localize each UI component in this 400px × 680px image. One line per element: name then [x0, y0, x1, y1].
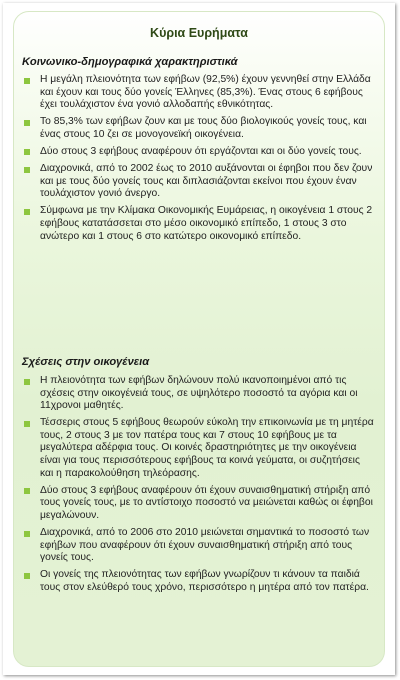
list-item: [22, 74, 374, 112]
list-item-text: Τέσσερις στους 5 εφήβους θεωρούν εύκολη την επικοινωνία με τη μητέρα τους, 2 στους 3 με τον πατέρα τους και 7 στους 10 εφήβους με τα μεγαλύτερα αδέρφια τους. Οι κοινές δραστηριότητες με την οικογένεια είναι για τους περισσότερους εφήβους τα κοινά γεύματα, οι συζητήσεις και η παρακολούθηση τηλεόρασης.: [40, 417, 374, 479]
list-item: [22, 146, 374, 159]
list-item-text: Διαχρονικά, από το 2006 στο 2010 μειώνεται σημαντικά το ποσοστό των εφήβων που αναφέρουν ότι έχουν συναισθηματική στήριξη από τους γονείς τους.: [40, 527, 370, 564]
family-relations-list: [22, 375, 374, 599]
bullet-icon: [24, 167, 30, 173]
bullet-icon: [24, 531, 30, 537]
bullet-icon: [24, 573, 30, 579]
list-item: [22, 163, 374, 201]
section-heading-family-relations: Σχέσεις στην οικογένεια: [22, 356, 150, 368]
section-heading-demographics: Κοινωνικο-δημογραφικά χαρακτηριστικά: [22, 56, 238, 68]
bullet-icon: [24, 78, 30, 84]
list-item: [22, 485, 374, 523]
bullet-icon: [24, 120, 30, 126]
list-item-text: Οι γονείς της πλειονότητας των εφήβων γνωρίζουν τι κάνουν τα παιδιά τους στον ελεύθερό τους χρόνο, περισσότερο η μητέρα από τον πατέρα.: [40, 569, 369, 593]
list-item-text: Η πλειονότητα των εφήβων δηλώνουν πολύ ικανοποιημένοι από τις σχέσεις στην οικογένειά τους, σε υψηλότερο ποσοστό τα αγόρια και οι 11χρονοι μαθητές.: [40, 375, 358, 412]
list-item: [22, 527, 374, 565]
bullet-icon: [24, 209, 30, 215]
list-item: [22, 205, 374, 243]
findings-card: [13, 11, 385, 667]
list-item-text: Δύο στους 3 εφήβους αναφέρουν ότι εργάζονται και οι δύο γονείς τους.: [40, 145, 362, 157]
list-item: [22, 417, 374, 480]
demographics-list: [22, 74, 374, 248]
list-item: [22, 116, 374, 141]
list-item-text: Η μεγάλη πλειονότητα των εφήβων (92,5%) έχουν γεννηθεί στην Ελλάδα και έχουν και τους δύο γονείς Έλληνες (85,3%). Ένας στους 6 εφήβους έχει τουλάχιστον ένα γονιό αλλοδαπής εθνικότητας.: [40, 74, 371, 111]
list-item-text: Δύο στους 3 εφήβους αναφέρουν ότι έχουν συναισθηματική στήριξη από τους γονείς τους, με το αντίστοιχο ποσοστό να μειώνεται καθώς οι έφηβοι μεγαλώνουν.: [40, 484, 373, 521]
bullet-icon: [24, 379, 30, 385]
list-item: [22, 569, 374, 594]
list-item-text: Διαχρονικά, από το 2002 έως το 2010 αυξάνονται οι έφηβοι που δεν ζουν και με τους δύο γονείς τους και διπλασιάζονται εκείνοι που έχουν έναν τουλάχιστον γονιό άνεργο.: [40, 163, 373, 200]
list-item-text: Το 85,3% των εφήβων ζουν και με τους δύο βιολογικούς γονείς τους, και ένας στους 10 ζει σε μονογονεϊκή οικογένεια.: [40, 116, 367, 140]
bullet-icon: [24, 488, 30, 494]
list-item: [22, 375, 374, 413]
list-item-text: Σύμφωνα με την Κλίμακα Οικονομικής Ευμάρειας, η οικογένεια 1 στους 2 εφήβους κατατάσσεται στο μέσο οικονομικό επίπεδο, 1 στους 3 στο ανώτερο και 1 στους 6 στο κατώτερο οικονομικό επίπεδο.: [40, 205, 373, 242]
page-frame: [3, 3, 395, 675]
bullet-icon: [24, 421, 30, 427]
page-title: Κύρια Ευρήματα: [150, 26, 248, 40]
bullet-icon: [24, 149, 30, 155]
